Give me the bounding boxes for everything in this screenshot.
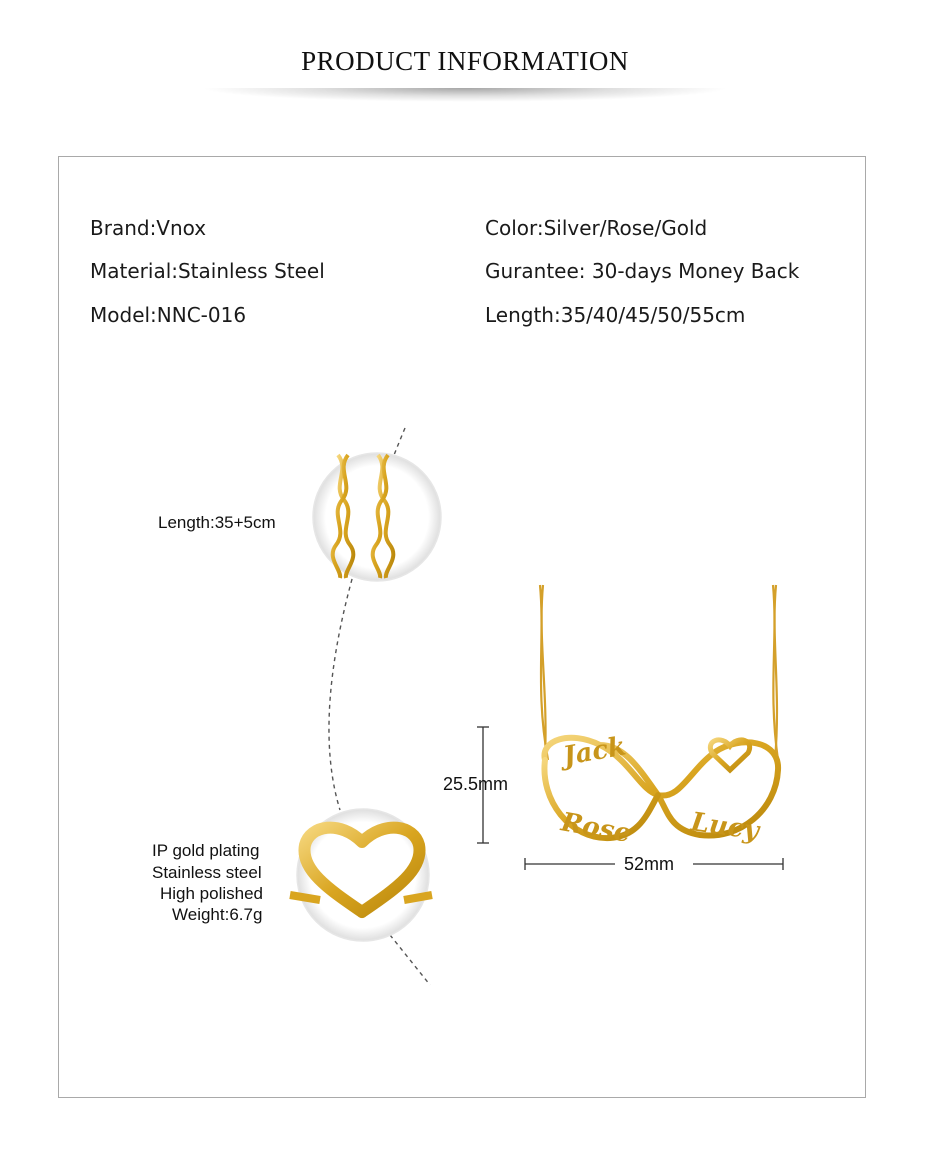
spec-guarantee: Gurantee: 30-days Money Back <box>485 259 800 283</box>
width-label: 52mm <box>624 854 675 874</box>
spec-length: Length:35/40/45/50/55cm <box>485 303 746 327</box>
chain-length-label: Length:35+5cm <box>158 513 276 532</box>
steel-label: Stainless steel <box>152 863 262 882</box>
pendant-names <box>556 731 762 849</box>
heart-detail-disc <box>290 809 432 941</box>
pendant-name-jack: Jack <box>561 731 629 772</box>
chain-detail-disc <box>313 453 441 581</box>
polish-label: High polished <box>160 884 264 903</box>
pendant-name-lucy: Lucy <box>689 807 761 847</box>
spec-brand: Brand:Vnox <box>90 216 207 240</box>
spec-model: Model:NNC-016 <box>90 303 247 327</box>
weight-label: Weight:6.7g <box>172 905 263 924</box>
page-title: PRODUCT INFORMATION <box>301 46 629 76</box>
spec-color: Color:Silver/Rose/Gold <box>485 216 708 240</box>
pendant-name-rose: Rose <box>558 807 634 850</box>
spec-material: Material:Stainless Steel <box>90 259 325 283</box>
height-label: 25.5mm <box>443 774 509 794</box>
plating-label: IP gold plating <box>152 841 260 860</box>
necklace-chain <box>540 585 778 760</box>
connector-tail <box>390 935 430 985</box>
